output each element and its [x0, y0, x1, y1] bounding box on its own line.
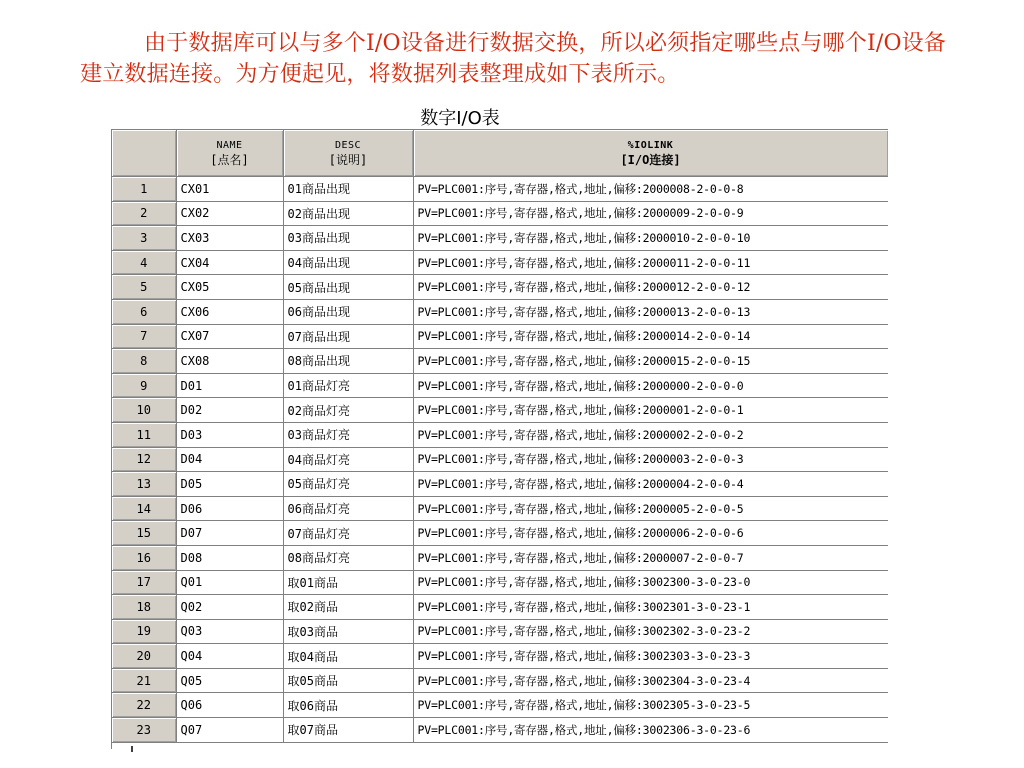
table-row[interactable] — [112, 570, 888, 595]
row-index-cell[interactable]: 17 — [112, 570, 176, 595]
table-row[interactable] — [112, 250, 888, 275]
point-name-cell[interactable]: Q07 — [176, 718, 283, 743]
description-cell[interactable]: 取02商品 — [283, 595, 413, 620]
table-row[interactable] — [112, 275, 888, 300]
iolink-cell[interactable]: PV=PLC001:序号,寄存器,格式,地址,偏移:3002300-3-0-23-0 — [413, 570, 888, 595]
iolink-column-header[interactable] — [413, 130, 888, 177]
table-row[interactable] — [112, 718, 888, 743]
description-cell[interactable]: 05商品灯亮 — [283, 472, 413, 497]
row-index-cell[interactable]: 10 — [112, 398, 176, 423]
description-cell[interactable]: 03商品灯亮 — [283, 422, 413, 447]
desc-header-en: DESC — [334, 140, 362, 151]
iolink-cell[interactable]: PV=PLC001:序号,寄存器,格式,地址,偏移:2000000-2-0-0-0 — [413, 373, 888, 398]
description-cell[interactable]: 取04商品 — [283, 644, 413, 669]
iolink-cell[interactable]: PV=PLC001:序号,寄存器,格式,地址,偏移:3002303-3-0-23-3 — [413, 644, 888, 669]
iolink-header-zh: [I/O连接] — [620, 153, 681, 167]
point-name-cell[interactable]: D07 — [176, 521, 283, 546]
table-row[interactable] — [112, 349, 888, 374]
corner-header-cell[interactable] — [112, 130, 176, 177]
io-table-grid — [111, 129, 888, 749]
name-header-en: NAME — [216, 140, 243, 151]
row-index-cell[interactable]: 11 — [112, 422, 176, 447]
point-name-cell[interactable]: D02 — [176, 398, 283, 423]
description-cell[interactable]: 05商品出现 — [283, 275, 413, 300]
description-cell[interactable]: 02商品出现 — [283, 201, 413, 226]
point-name-cell[interactable]: CX05 — [176, 275, 283, 300]
point-name-cell[interactable]: CX08 — [176, 349, 283, 374]
table-header-row — [112, 130, 888, 177]
intro-paragraph: 由于数据库可以与多个I/O设备进行数据交换，所以必须指定哪些点与哪个I/O设备建立数据连接。为方便起见，将数据列表整理成如下表所示。 — [80, 31, 947, 87]
iolink-cell[interactable]: PV=PLC001:序号,寄存器,格式,地址,偏移:2000001-2-0-0-1 — [413, 398, 888, 423]
table-row[interactable] — [112, 619, 888, 644]
row-index-cell[interactable]: 9 — [112, 373, 176, 398]
iolink-cell[interactable]: PV=PLC001:序号,寄存器,格式,地址,偏移:2000012-2-0-0-12 — [413, 275, 888, 300]
point-name-cell[interactable]: CX04 — [176, 250, 283, 275]
description-cell[interactable]: 取01商品 — [283, 570, 413, 595]
row-index-cell[interactable]: 1 — [112, 177, 176, 202]
table-row[interactable] — [112, 595, 888, 620]
row-index-cell[interactable]: 12 — [112, 447, 176, 472]
description-cell[interactable]: 01商品灯亮 — [283, 373, 413, 398]
table-row[interactable] — [112, 496, 888, 521]
desc-column-header[interactable] — [283, 130, 413, 177]
description-cell[interactable]: 取06商品 — [283, 693, 413, 718]
row-index-cell[interactable]: 14 — [112, 496, 176, 521]
row-index-cell[interactable]: 15 — [112, 521, 176, 546]
iolink-cell[interactable]: PV=PLC001:序号,寄存器,格式,地址,偏移:2000011-2-0-0-11 — [413, 250, 888, 275]
table-body — [112, 177, 888, 743]
row-index-cell[interactable]: 20 — [112, 644, 176, 669]
description-cell[interactable]: 04商品出现 — [283, 250, 413, 275]
point-name-cell[interactable]: CX06 — [176, 299, 283, 324]
point-name-cell[interactable]: D05 — [176, 472, 283, 497]
io-table — [112, 130, 888, 743]
description-cell[interactable]: 08商品出现 — [283, 349, 413, 374]
point-name-cell[interactable]: Q02 — [176, 595, 283, 620]
table-row[interactable] — [112, 693, 888, 718]
point-name-cell[interactable]: D06 — [176, 496, 283, 521]
description-cell[interactable]: 06商品出现 — [283, 299, 413, 324]
iolink-cell[interactable]: PV=PLC001:序号,寄存器,格式,地址,偏移:2000003-2-0-0-3 — [413, 447, 888, 472]
iolink-cell[interactable]: PV=PLC001:序号,寄存器,格式,地址,偏移:2000005-2-0-0-5 — [413, 496, 888, 521]
table-row[interactable] — [112, 324, 888, 349]
iolink-cell[interactable]: PV=PLC001:序号,寄存器,格式,地址,偏移:2000015-2-0-0-15 — [413, 349, 888, 374]
description-cell[interactable]: 取03商品 — [283, 619, 413, 644]
iolink-cell[interactable]: PV=PLC001:序号,寄存器,格式,地址,偏移:2000014-2-0-0-14 — [413, 324, 888, 349]
row-index-cell[interactable]: 4 — [112, 250, 176, 275]
iolink-cell[interactable]: PV=PLC001:序号,寄存器,格式,地址,偏移:2000013-2-0-0-13 — [413, 299, 888, 324]
point-name-cell[interactable]: Q01 — [176, 570, 283, 595]
row-index-cell[interactable]: 22 — [112, 693, 176, 718]
iolink-header-en: %IOLINK — [627, 140, 674, 151]
table-row[interactable] — [112, 521, 888, 546]
table-row[interactable] — [112, 398, 888, 423]
row-index-cell[interactable]: 18 — [112, 595, 176, 620]
row-index-cell[interactable]: 2 — [112, 201, 176, 226]
point-name-cell[interactable]: CX07 — [176, 324, 283, 349]
table-row[interactable] — [112, 226, 888, 251]
iolink-cell[interactable]: PV=PLC001:序号,寄存器,格式,地址,偏移:3002304-3-0-23-4 — [413, 668, 888, 693]
table-row[interactable] — [112, 447, 888, 472]
iolink-cell[interactable]: PV=PLC001:序号,寄存器,格式,地址,偏移:3002301-3-0-23-1 — [413, 595, 888, 620]
description-cell[interactable]: 04商品灯亮 — [283, 447, 413, 472]
iolink-cell[interactable]: PV=PLC001:序号,寄存器,格式,地址,偏移:2000010-2-0-0-10 — [413, 226, 888, 251]
table-row[interactable] — [112, 472, 888, 497]
table-row[interactable] — [112, 644, 888, 669]
row-index-cell[interactable]: 16 — [112, 545, 176, 570]
row-index-cell[interactable]: 8 — [112, 349, 176, 374]
iolink-cell[interactable]: PV=PLC001:序号,寄存器,格式,地址,偏移:3002302-3-0-23-2 — [413, 619, 888, 644]
description-cell[interactable]: 取05商品 — [283, 668, 413, 693]
description-cell[interactable]: 08商品灯亮 — [283, 545, 413, 570]
iolink-cell[interactable]: PV=PLC001:序号,寄存器,格式,地址,偏移:2000009-2-0-0-9 — [413, 201, 888, 226]
point-name-cell[interactable]: D03 — [176, 422, 283, 447]
table-row[interactable] — [112, 373, 888, 398]
row-index-cell[interactable]: 23 — [112, 718, 176, 743]
description-cell[interactable]: 03商品出现 — [283, 226, 413, 251]
table-row[interactable] — [112, 177, 888, 202]
table-row[interactable] — [112, 422, 888, 447]
iolink-cell[interactable]: PV=PLC001:序号,寄存器,格式,地址,偏移:2000007-2-0-0-7 — [413, 545, 888, 570]
row-index-cell[interactable]: 7 — [112, 324, 176, 349]
point-name-cell[interactable]: CX01 — [176, 177, 283, 202]
point-name-cell[interactable]: D01 — [176, 373, 283, 398]
description-cell[interactable]: 07商品出现 — [283, 324, 413, 349]
row-index-cell[interactable]: 13 — [112, 472, 176, 497]
table-row[interactable] — [112, 201, 888, 226]
description-cell[interactable]: 06商品灯亮 — [283, 496, 413, 521]
iolink-cell[interactable]: PV=PLC001:序号,寄存器,格式,地址,偏移:2000002-2-0-0-2 — [413, 422, 888, 447]
table-title: 数字I/O表 — [420, 108, 500, 129]
iolink-cell[interactable]: PV=PLC001:序号,寄存器,格式,地址,偏移:2000004-2-0-0-4 — [413, 472, 888, 497]
name-column-header[interactable] — [176, 130, 283, 177]
iolink-cell[interactable]: PV=PLC001:序号,寄存器,格式,地址,偏移:3002306-3-0-23-6 — [413, 718, 888, 743]
row-index-cell[interactable]: 6 — [112, 299, 176, 324]
row-index-cell[interactable]: 19 — [112, 619, 176, 644]
name-header-zh: [点名] — [210, 153, 249, 167]
table-row[interactable] — [112, 545, 888, 570]
row-index-cell[interactable]: 21 — [112, 668, 176, 693]
point-name-cell[interactable]: Q03 — [176, 619, 283, 644]
desc-header-zh: [说明] — [328, 153, 368, 167]
table-row[interactable] — [112, 668, 888, 693]
cursor-mark — [131, 746, 133, 752]
iolink-cell[interactable]: PV=PLC001:序号,寄存器,格式,地址,偏移:2000006-2-0-0-6 — [413, 521, 888, 546]
row-index-cell[interactable]: 5 — [112, 275, 176, 300]
point-name-cell[interactable]: D08 — [176, 545, 283, 570]
row-index-cell[interactable]: 3 — [112, 226, 176, 251]
description-cell[interactable]: 07商品灯亮 — [283, 521, 413, 546]
point-name-cell[interactable]: Q04 — [176, 644, 283, 669]
point-name-cell[interactable]: CX03 — [176, 226, 283, 251]
table-row[interactable] — [112, 299, 888, 324]
point-name-cell[interactable]: CX02 — [176, 201, 283, 226]
point-name-cell[interactable]: D04 — [176, 447, 283, 472]
iolink-cell[interactable]: PV=PLC001:序号,寄存器,格式,地址,偏移:3002305-3-0-23-5 — [413, 693, 888, 718]
point-name-cell[interactable]: Q05 — [176, 668, 283, 693]
description-cell[interactable]: 取07商品 — [283, 718, 413, 743]
iolink-cell[interactable]: PV=PLC001:序号,寄存器,格式,地址,偏移:2000008-2-0-0-8 — [413, 177, 888, 202]
point-name-cell[interactable]: Q06 — [176, 693, 283, 718]
description-cell[interactable]: 01商品出现 — [283, 177, 413, 202]
description-cell[interactable]: 02商品灯亮 — [283, 398, 413, 423]
